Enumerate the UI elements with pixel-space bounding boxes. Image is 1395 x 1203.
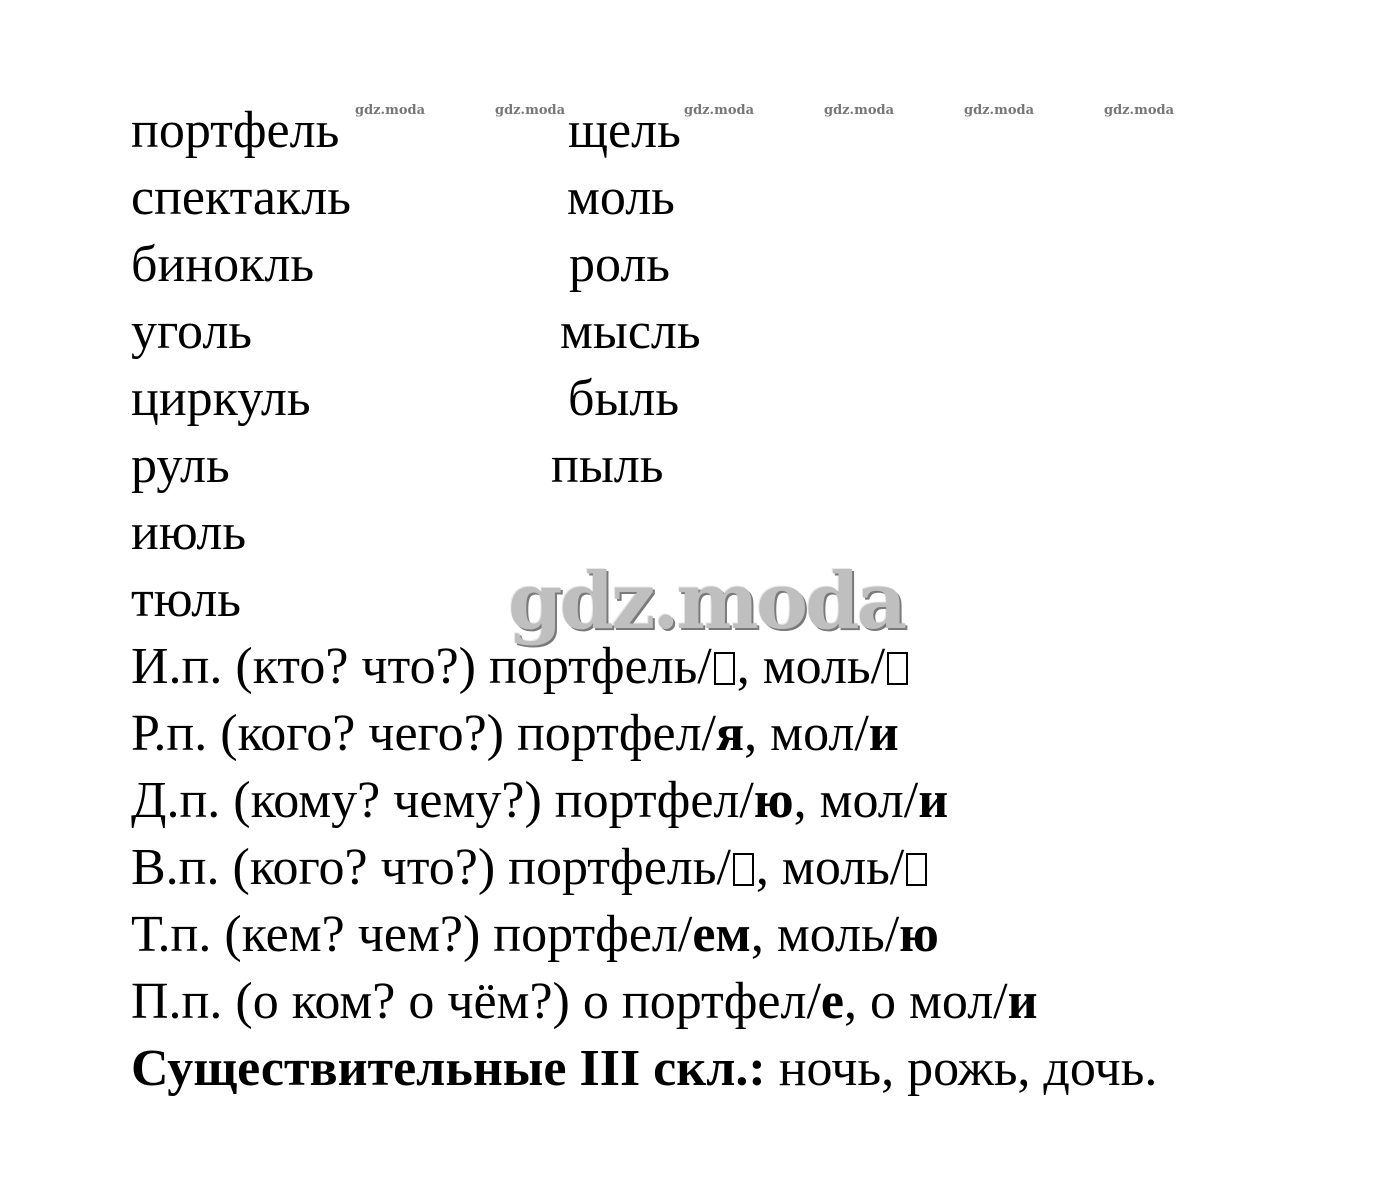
case-row-dative <box>131 772 949 829</box>
zero-ending-box <box>733 853 754 886</box>
word-left: тюль <box>131 571 241 628</box>
case-word: портфел/ <box>554 772 754 829</box>
word-right: роль <box>569 236 670 293</box>
word-left: спектакль <box>131 169 351 226</box>
word-left: портфель <box>131 102 340 159</box>
watermark-small: gdz.moda <box>684 103 755 118</box>
word-right: быль <box>568 370 680 427</box>
word-left: руль <box>131 437 230 494</box>
word-right: моль <box>567 169 675 226</box>
separator: , <box>844 973 870 1030</box>
case-label: Д.п. (кому? чему?) <box>131 772 542 829</box>
case-word: моль/ <box>762 638 886 695</box>
case-ending: ем <box>692 906 751 963</box>
case-label: Т.п. (кем? чем?) <box>131 906 481 963</box>
zero-ending-box <box>906 853 927 886</box>
case-ending: я <box>716 705 745 762</box>
word-right: мысль <box>560 303 701 360</box>
case-row-instrumental <box>131 906 939 963</box>
case-row-nominative <box>131 638 910 695</box>
case-word: мол/ <box>819 772 919 829</box>
watermark-small: gdz.moda <box>355 103 426 118</box>
separator: , <box>736 638 763 695</box>
case-word: портфел/ <box>516 705 717 762</box>
separator: , <box>750 906 777 963</box>
case-ending: е <box>820 973 844 1030</box>
case-word: мол/ <box>770 705 869 762</box>
case-ending: ю <box>899 906 939 963</box>
case-row-prepositional <box>131 973 1038 1030</box>
case-word: моль/ <box>781 839 905 896</box>
case-ending: и <box>1007 973 1038 1030</box>
watermark-small: gdz.moda <box>495 103 566 118</box>
case-row-genitive <box>131 705 899 762</box>
word-left: циркуль <box>131 370 311 427</box>
summary-label: Существительные III скл.: <box>131 1040 766 1097</box>
case-label: В.п. (кого? что?) <box>131 839 496 896</box>
case-label: П.п. (о ком? о чём?) <box>131 973 570 1030</box>
summary-line <box>131 1040 1158 1097</box>
case-ending: и <box>868 705 899 762</box>
watermark-small: gdz.moda <box>964 103 1035 118</box>
word-left: уголь <box>131 303 253 360</box>
separator: , <box>793 772 820 829</box>
case-word: портфел/ <box>493 906 693 963</box>
watermark-large: gdz.moda <box>508 556 905 647</box>
case-word: портфель/ <box>508 839 731 896</box>
case-word: о мол/ <box>870 973 1008 1030</box>
separator: , <box>755 839 782 896</box>
separator: , <box>744 705 771 762</box>
summary-text: ночь, рожь, дочь. <box>765 1040 1158 1097</box>
watermark-small: gdz.moda <box>1104 103 1175 118</box>
case-row-accusative <box>131 839 929 896</box>
zero-ending-box <box>714 652 735 685</box>
case-ending: и <box>918 772 949 829</box>
word-right: пыль <box>551 437 664 494</box>
case-word: о портфел/ <box>582 973 821 1030</box>
zero-ending-box <box>887 652 908 685</box>
case-word: моль/ <box>776 906 900 963</box>
case-label: Р.п. (кого? чего?) <box>131 705 504 762</box>
case-word: портфель/ <box>488 638 712 695</box>
word-left: июль <box>131 504 247 561</box>
word-right: щель <box>568 102 681 159</box>
watermark-small: gdz.moda <box>824 103 895 118</box>
case-ending: ю <box>753 772 794 829</box>
word-left: бинокль <box>131 236 315 293</box>
case-label: И.п. (кто? что?) <box>131 638 476 695</box>
